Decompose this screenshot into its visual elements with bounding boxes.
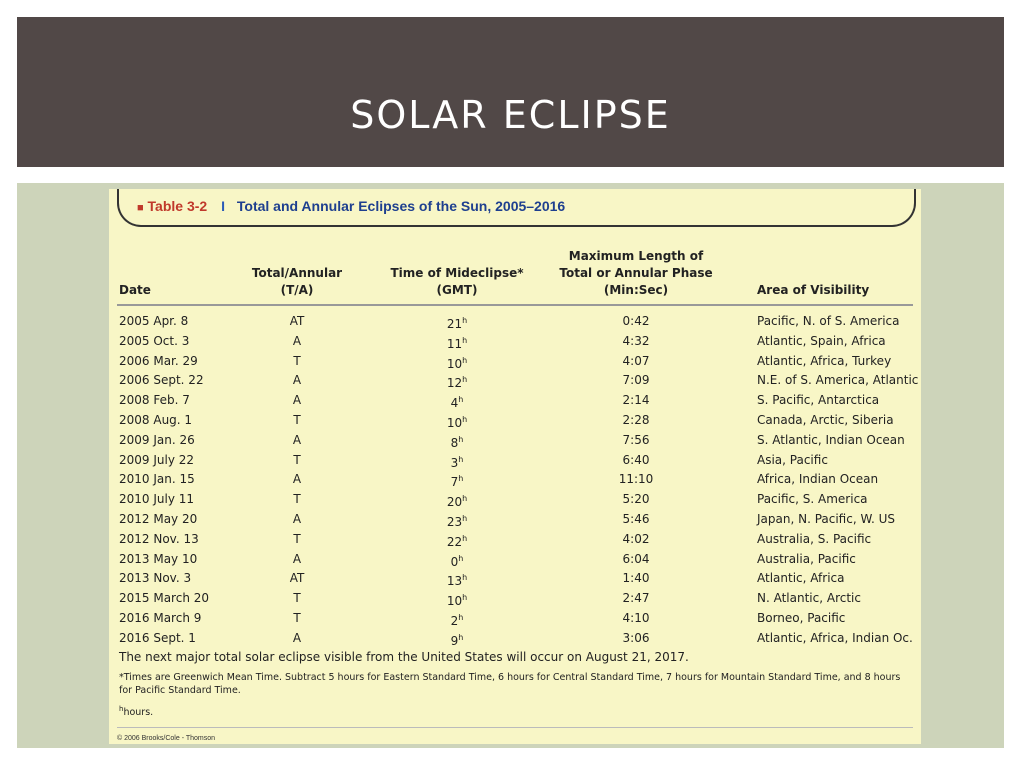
- cell-length: 0:42: [622, 314, 650, 328]
- table-row: [109, 410, 921, 430]
- table-title-separator: I: [221, 198, 225, 214]
- cell-time-value: 20: [446, 495, 463, 510]
- cell-length: 6:40: [622, 452, 650, 467]
- table-row: [109, 469, 921, 489]
- cell-length: 7:56: [622, 432, 650, 447]
- hour-mark: h: [462, 494, 468, 504]
- footnote-hours-text: hours.: [123, 707, 154, 719]
- cell-type: AT: [289, 571, 305, 586]
- cell-date: 2008 Feb. 7: [119, 393, 190, 408]
- cell-time-value: 21: [446, 317, 463, 331]
- cell-time-value: 22: [446, 534, 463, 549]
- hour-mark: h: [458, 632, 464, 642]
- header-type-line2: (T/A): [280, 283, 314, 297]
- footnote-hours: [119, 705, 153, 718]
- header-length: [546, 248, 726, 299]
- next-eclipse-note: The next major total solar eclipse visible from the United States will occur on August 21, 2017.: [119, 650, 689, 664]
- cell-area: Australia, S. Pacific: [757, 531, 872, 546]
- hour-mark: h: [458, 395, 464, 405]
- cell-length: 5:46: [622, 512, 650, 526]
- slide-title: SOLAR ECLIPSE: [350, 93, 671, 137]
- hour-mark: h: [462, 514, 468, 523]
- table-row: [109, 549, 921, 569]
- table-panel: [109, 189, 921, 744]
- cell-date: 2010 July 11: [119, 492, 195, 507]
- cell-area: S. Pacific, Antarctica: [757, 393, 880, 408]
- table-row: [109, 628, 921, 648]
- cell-length: 5:20: [622, 492, 650, 507]
- cell-time-value: 10: [446, 416, 463, 430]
- cell-type: T: [293, 531, 301, 546]
- cell-length: 11:10: [618, 472, 654, 487]
- cell-date: 2013 Nov. 3: [119, 571, 192, 586]
- table-row: [109, 430, 921, 450]
- cell-length: 1:40: [622, 571, 650, 586]
- cell-area: Borneo, Pacific: [757, 611, 846, 625]
- cell-area: N.E. of S. America, Atlantic: [757, 373, 919, 388]
- cell-type: A: [292, 333, 302, 348]
- table-row: [109, 509, 921, 529]
- header-type-line1: Total/Annular: [251, 266, 343, 280]
- cell-area: Pacific, N. of S. America: [757, 314, 900, 328]
- cell-area: Atlantic, Africa, Indian Oc.: [757, 630, 913, 645]
- table-row: [109, 450, 921, 470]
- cell-length: 2:28: [622, 413, 650, 427]
- hour-mark: h: [458, 613, 464, 622]
- cell-length: 2:47: [622, 591, 650, 606]
- cell-type: T: [293, 591, 301, 606]
- hour-mark: h: [462, 593, 468, 603]
- hour-mark: h: [462, 316, 468, 325]
- table-row: [109, 390, 921, 410]
- slide-header: [17, 17, 1004, 167]
- hour-mark: h: [462, 533, 468, 543]
- table-number: Table 3-2: [147, 198, 208, 214]
- cell-date: 2013 May 10: [119, 551, 198, 566]
- cell-length: 4:02: [622, 531, 650, 546]
- cell-time-value: 2: [450, 614, 459, 628]
- cell-type: A: [292, 373, 302, 388]
- hour-mark: h: [458, 474, 464, 484]
- table-row: [109, 331, 921, 351]
- cell-type: T: [293, 353, 301, 368]
- header-area: Area of Visibility: [757, 283, 870, 297]
- table-row: [109, 351, 921, 371]
- table-row: [109, 489, 921, 509]
- cell-time-value: 23: [446, 515, 463, 529]
- copyright: © 2006 Brooks/Cole - Thomson: [117, 735, 216, 742]
- cell-date: 2006 Mar. 29: [119, 353, 198, 368]
- cell-length: 3:06: [622, 630, 650, 645]
- cell-area: Atlantic, Spain, Africa: [757, 333, 886, 348]
- cell-area: S. Atlantic, Indian Ocean: [757, 432, 905, 447]
- hour-mark: h: [458, 553, 464, 563]
- header-length-line3: (Min:Sec): [603, 283, 669, 297]
- cell-date: 2008 Aug. 1: [119, 413, 193, 427]
- cell-type: T: [293, 413, 301, 427]
- header-type: [237, 265, 357, 299]
- table-title: [137, 198, 565, 214]
- header-time-line2: (GMT): [436, 283, 478, 297]
- header-time-line1: Time of Mideclipse*: [390, 266, 524, 280]
- cell-area: Atlantic, Africa: [757, 571, 845, 586]
- cell-type: A: [292, 393, 302, 408]
- cell-area: N. Atlantic, Arctic: [757, 591, 861, 606]
- cell-date: 2009 Jan. 26: [119, 432, 195, 447]
- table-name: Total and Annular Eclipses of the Sun, 2005–2016: [236, 198, 566, 214]
- header-length-line2: Total or Annular Phase: [559, 266, 713, 280]
- cell-type: A: [292, 551, 302, 566]
- cell-type: A: [292, 472, 302, 487]
- cell-date: 2010 Jan. 15: [119, 472, 195, 487]
- cell-length: 4:10: [622, 611, 650, 625]
- cell-time-value: 10: [446, 594, 463, 609]
- cell-time-value: 0: [450, 554, 459, 569]
- cell-type: A: [292, 432, 302, 447]
- cell-length: 6:04: [622, 551, 650, 566]
- header-rule: [117, 304, 913, 306]
- table-row: [109, 370, 921, 390]
- header-time: [377, 265, 537, 299]
- cell-time-value: 10: [446, 356, 463, 371]
- cell-date: 2012 May 20: [119, 512, 198, 526]
- header-length-line1: Maximum Length of: [568, 249, 704, 263]
- cell-type: T: [293, 611, 301, 625]
- header-date: Date: [119, 283, 151, 297]
- copyright-rule: [117, 727, 913, 728]
- cell-type: A: [292, 512, 302, 526]
- cell-area: Atlantic, Africa, Turkey: [757, 353, 892, 368]
- cell-date: 2006 Sept. 22: [119, 373, 204, 388]
- hour-mark: h: [462, 573, 468, 583]
- cell-type: A: [292, 630, 302, 645]
- cell-time-value: 7: [450, 475, 459, 490]
- cell-date: 2015 March 20: [119, 591, 210, 606]
- cell-time-value: 11: [446, 336, 463, 351]
- cell-area: Pacific, S. America: [757, 492, 868, 507]
- cell-date: 2009 July 22: [119, 452, 195, 467]
- cell-time-value: 13: [446, 574, 463, 589]
- cell-date: 2016 March 9: [119, 611, 202, 625]
- hour-mark: h: [462, 415, 468, 424]
- table-row: [109, 588, 921, 608]
- cell-time-value: 9: [450, 633, 459, 648]
- cell-type: AT: [289, 314, 305, 328]
- cell-length: 4:07: [622, 353, 650, 368]
- table-row: [109, 608, 921, 628]
- square-bullet-icon: ■: [137, 202, 144, 214]
- cell-date: 2016 Sept. 1: [119, 630, 196, 645]
- cell-area: Australia, Pacific: [757, 551, 856, 566]
- cell-type: T: [293, 492, 301, 507]
- hour-mark: h: [462, 375, 468, 385]
- hour-mark: h: [458, 454, 464, 464]
- cell-time-value: 4: [450, 396, 459, 411]
- cell-date: 2005 Apr. 8: [119, 314, 189, 328]
- cell-area: Japan, N. Pacific, W. US: [757, 512, 895, 526]
- cell-time: [427, 628, 487, 651]
- table-row: [109, 568, 921, 588]
- cell-date: 2005 Oct. 3: [119, 333, 190, 348]
- cell-type: T: [293, 452, 301, 467]
- hour-mark: h: [462, 335, 468, 345]
- cell-time-value: 3: [450, 455, 459, 470]
- table-row: [109, 311, 921, 331]
- hour-mark: h: [462, 355, 468, 365]
- cell-area: Africa, Indian Ocean: [757, 472, 879, 487]
- table-row: [109, 529, 921, 549]
- hour-mark: h: [458, 434, 464, 444]
- cell-area: Asia, Pacific: [757, 452, 828, 467]
- footnote-times: *Times are Greenwich Mean Time. Subtract 5 hours for Eastern Standard Time, 6 hours for Central Standard Time, 7 hours for Mountain Standard Time, and 8 hours for Pacific Standard Time.: [119, 672, 901, 696]
- cell-area: Canada, Arctic, Siberia: [757, 413, 894, 427]
- cell-length: 4:32: [622, 333, 650, 348]
- cell-date: 2012 Nov. 13: [119, 531, 199, 546]
- footnote-hours-mark: h: [119, 705, 124, 713]
- cell-length: 7:09: [622, 373, 650, 388]
- cell-time-value: 8: [450, 435, 459, 450]
- cell-length: 2:14: [622, 393, 650, 408]
- cell-time-value: 12: [446, 376, 463, 391]
